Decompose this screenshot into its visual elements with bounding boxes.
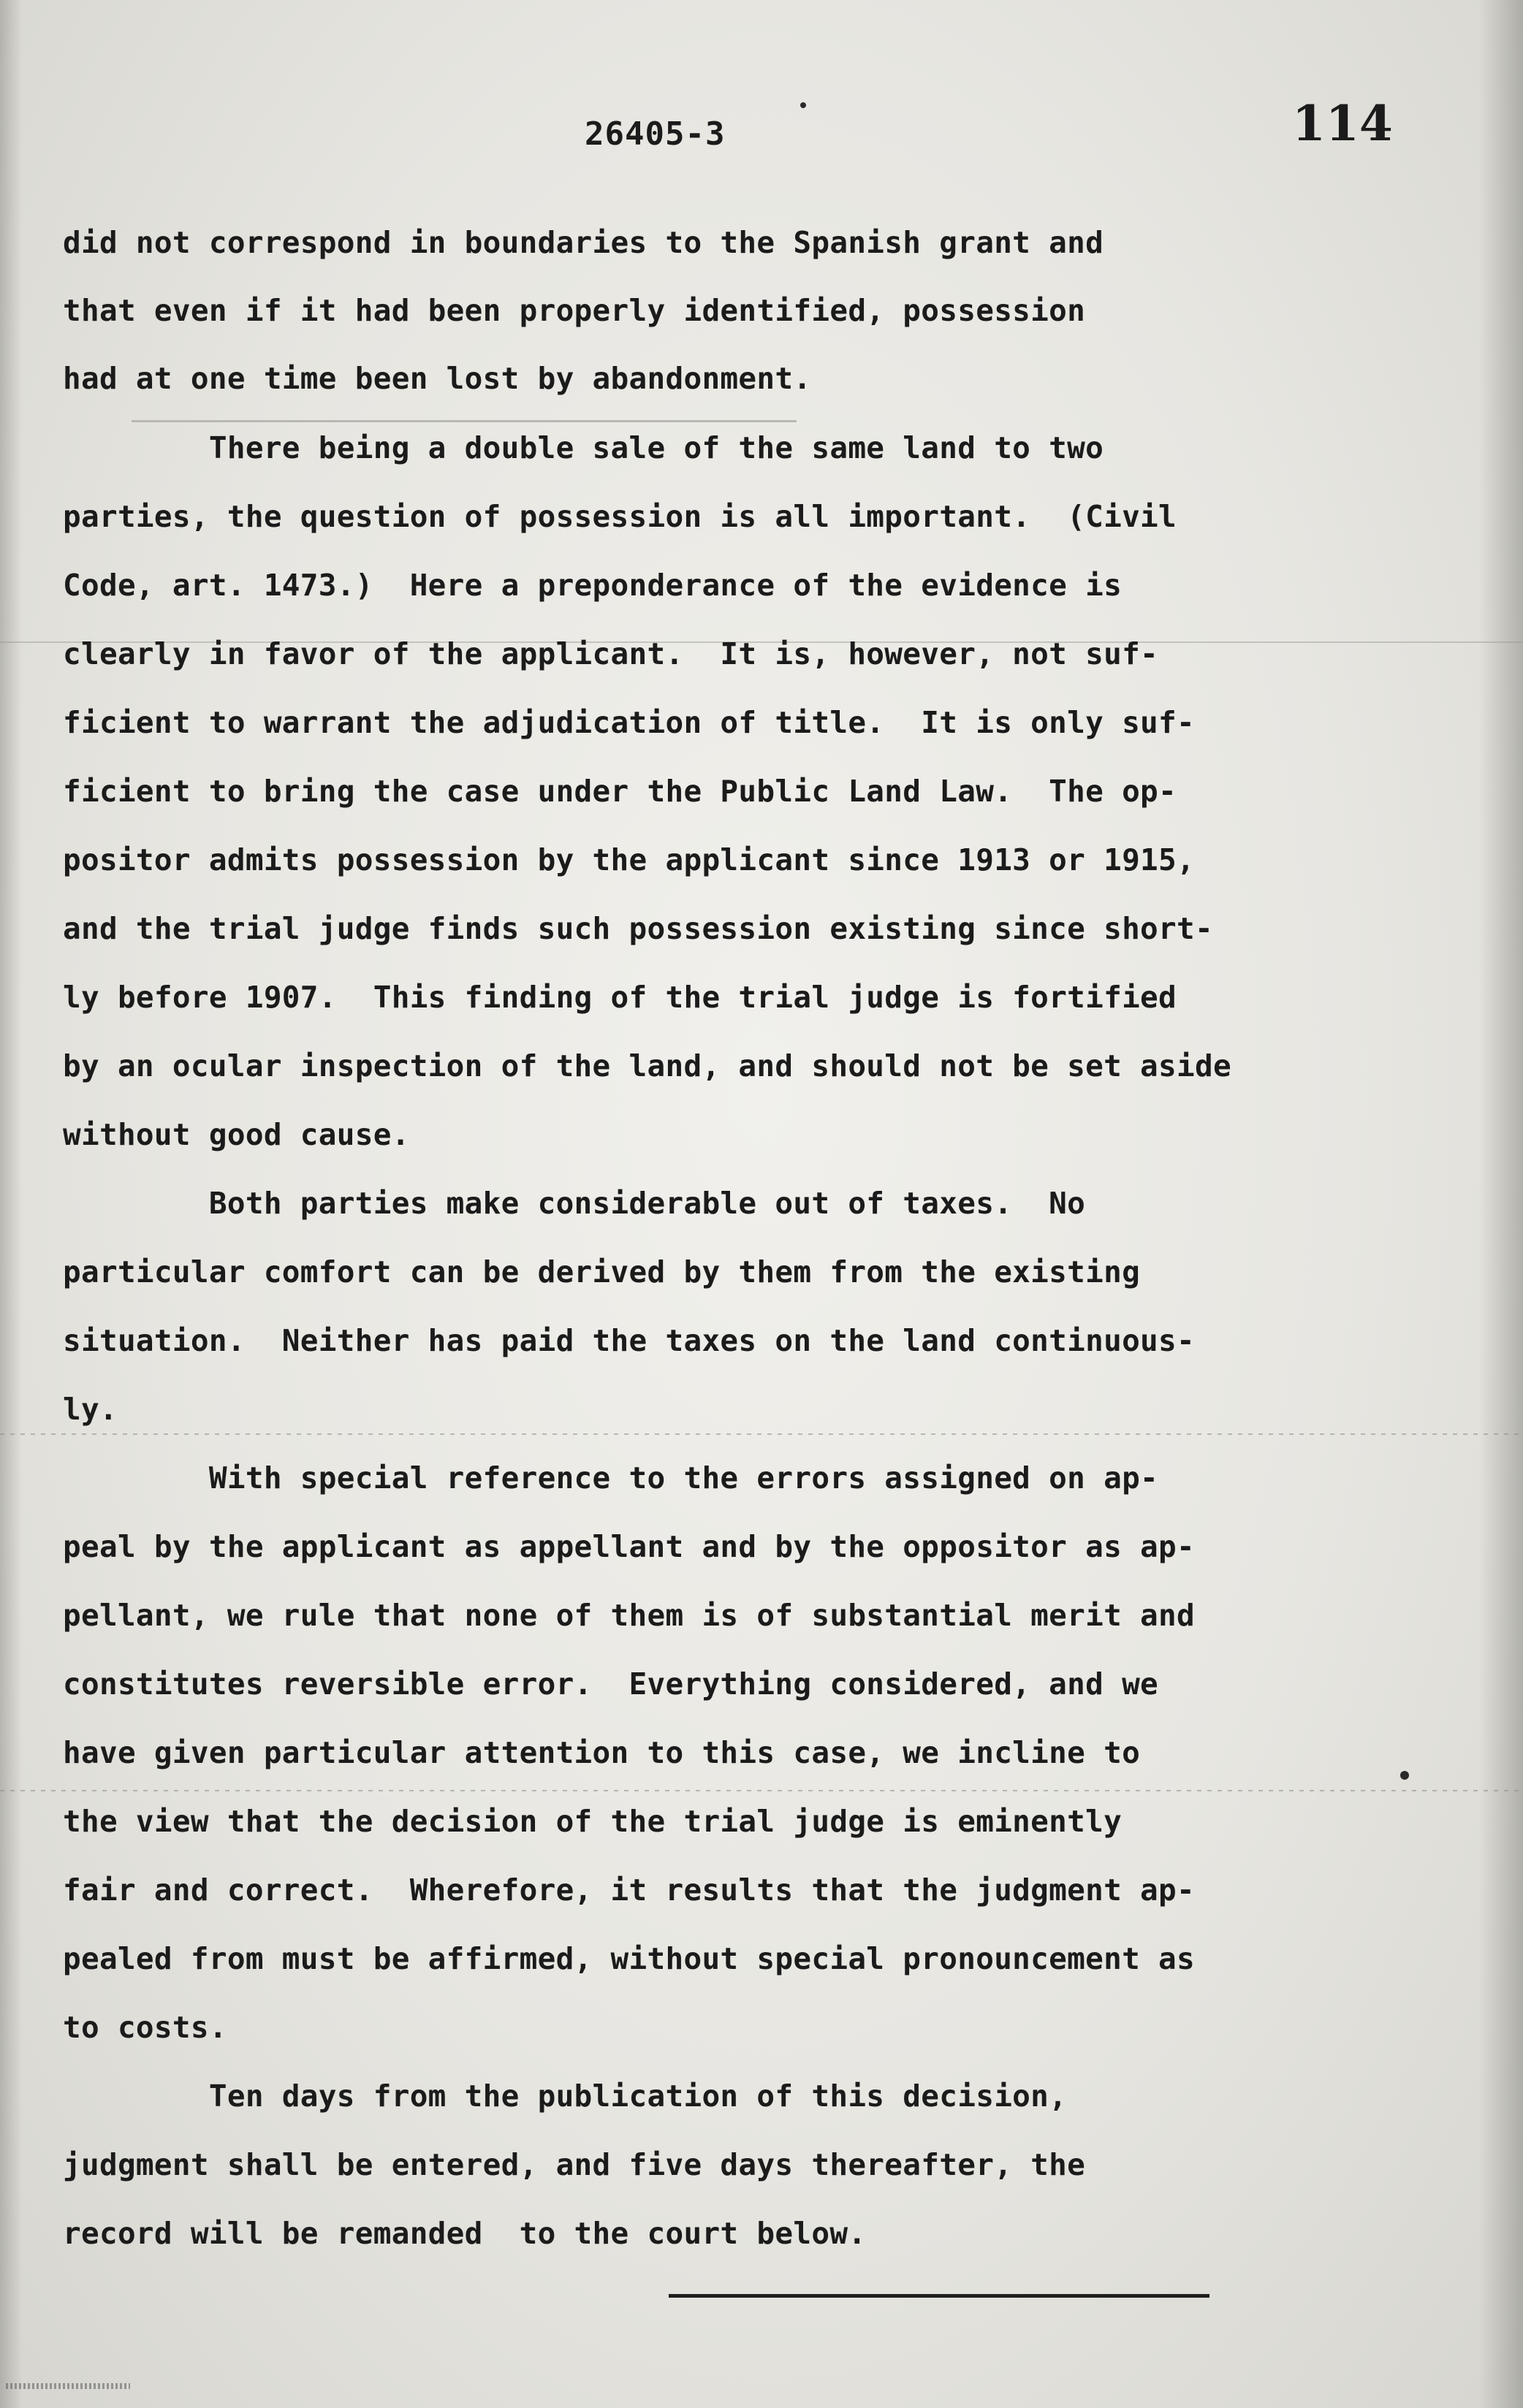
body-line: With special reference to the errors assigned on ap- xyxy=(63,1460,1159,1496)
page-number: 114 xyxy=(1292,95,1393,152)
ink-speck xyxy=(1400,1771,1409,1780)
body-line: pealed from must be affirmed, without special pronouncement as xyxy=(63,1941,1196,1976)
ink-speck xyxy=(800,102,806,108)
body-line: by an ocular inspection of the land, and should not be set aside xyxy=(63,1048,1231,1083)
body-line: and the trial judge finds such possession existing since short- xyxy=(63,911,1213,946)
body-line: Both parties make considerable out of taxes. No xyxy=(63,1186,1086,1221)
body-line: to costs. xyxy=(63,2010,227,2045)
scan-artifact-line xyxy=(0,1433,1523,1435)
body-line: situation. Neither has paid the taxes on the land continuous- xyxy=(63,1323,1196,1358)
body-line: had at one time been lost by abandonment. xyxy=(63,361,812,396)
body-line: pellant, we rule that none of them is of substantial merit and xyxy=(63,1598,1196,1633)
body-line: peal by the applicant as appellant and by the oppositor as ap- xyxy=(63,1529,1196,1564)
body-line: ficient to warrant the adjudication of title. It is only suf- xyxy=(63,705,1196,740)
body-line: ly. xyxy=(63,1392,118,1427)
body-line: constitutes reversible error. Everything considered, and we xyxy=(63,1666,1159,1702)
body-line: did not correspond in boundaries to the Spanish grant and xyxy=(63,225,1104,260)
body-line: particular comfort can be derived by them from the existing xyxy=(63,1254,1141,1289)
scan-edge-shadow-left xyxy=(0,0,22,2408)
body-line: have given particular attention to this case, we incline to xyxy=(63,1735,1141,1770)
body-line: ficient to bring the case under the Public Land Law. The op- xyxy=(63,774,1177,809)
body-line: positor admits possession by the applicant since 1913 or 1915, xyxy=(63,842,1196,877)
body-line: There being a double sale of the same land to two xyxy=(63,430,1104,465)
body-line: record will be remanded to the court below. xyxy=(63,2216,867,2251)
scanner-footer-mark xyxy=(6,2383,130,2389)
body-line: without good cause. xyxy=(63,1117,410,1152)
scan-artifact-line xyxy=(0,1790,1523,1791)
divider-rule xyxy=(132,420,797,422)
body-line: Code, art. 1473.) Here a preponderance of the evidence is xyxy=(63,568,1123,603)
body-line: Ten days from the publication of this decision, xyxy=(63,2079,1068,2114)
document-code: 26405-3 xyxy=(585,115,726,153)
body-line: judgment shall be entered, and five days thereafter, the xyxy=(63,2147,1086,2182)
body-line: the view that the decision of the trial judge is eminently xyxy=(63,1804,1123,1839)
body-line: parties, the question of possession is all important. (Civil xyxy=(63,499,1177,534)
scan-edge-shadow-right xyxy=(1479,0,1523,2408)
body-line: ly before 1907. This finding of the trial judge is fortified xyxy=(63,980,1177,1015)
body-line: that even if it had been properly identified, possession xyxy=(63,293,1086,328)
end-of-decision-rule xyxy=(669,2294,1209,2298)
body-line: clearly in favor of the applicant. It is, however, not suf- xyxy=(63,636,1159,671)
body-line: fair and correct. Wherefore, it results that the judgment ap- xyxy=(63,1872,1196,1908)
